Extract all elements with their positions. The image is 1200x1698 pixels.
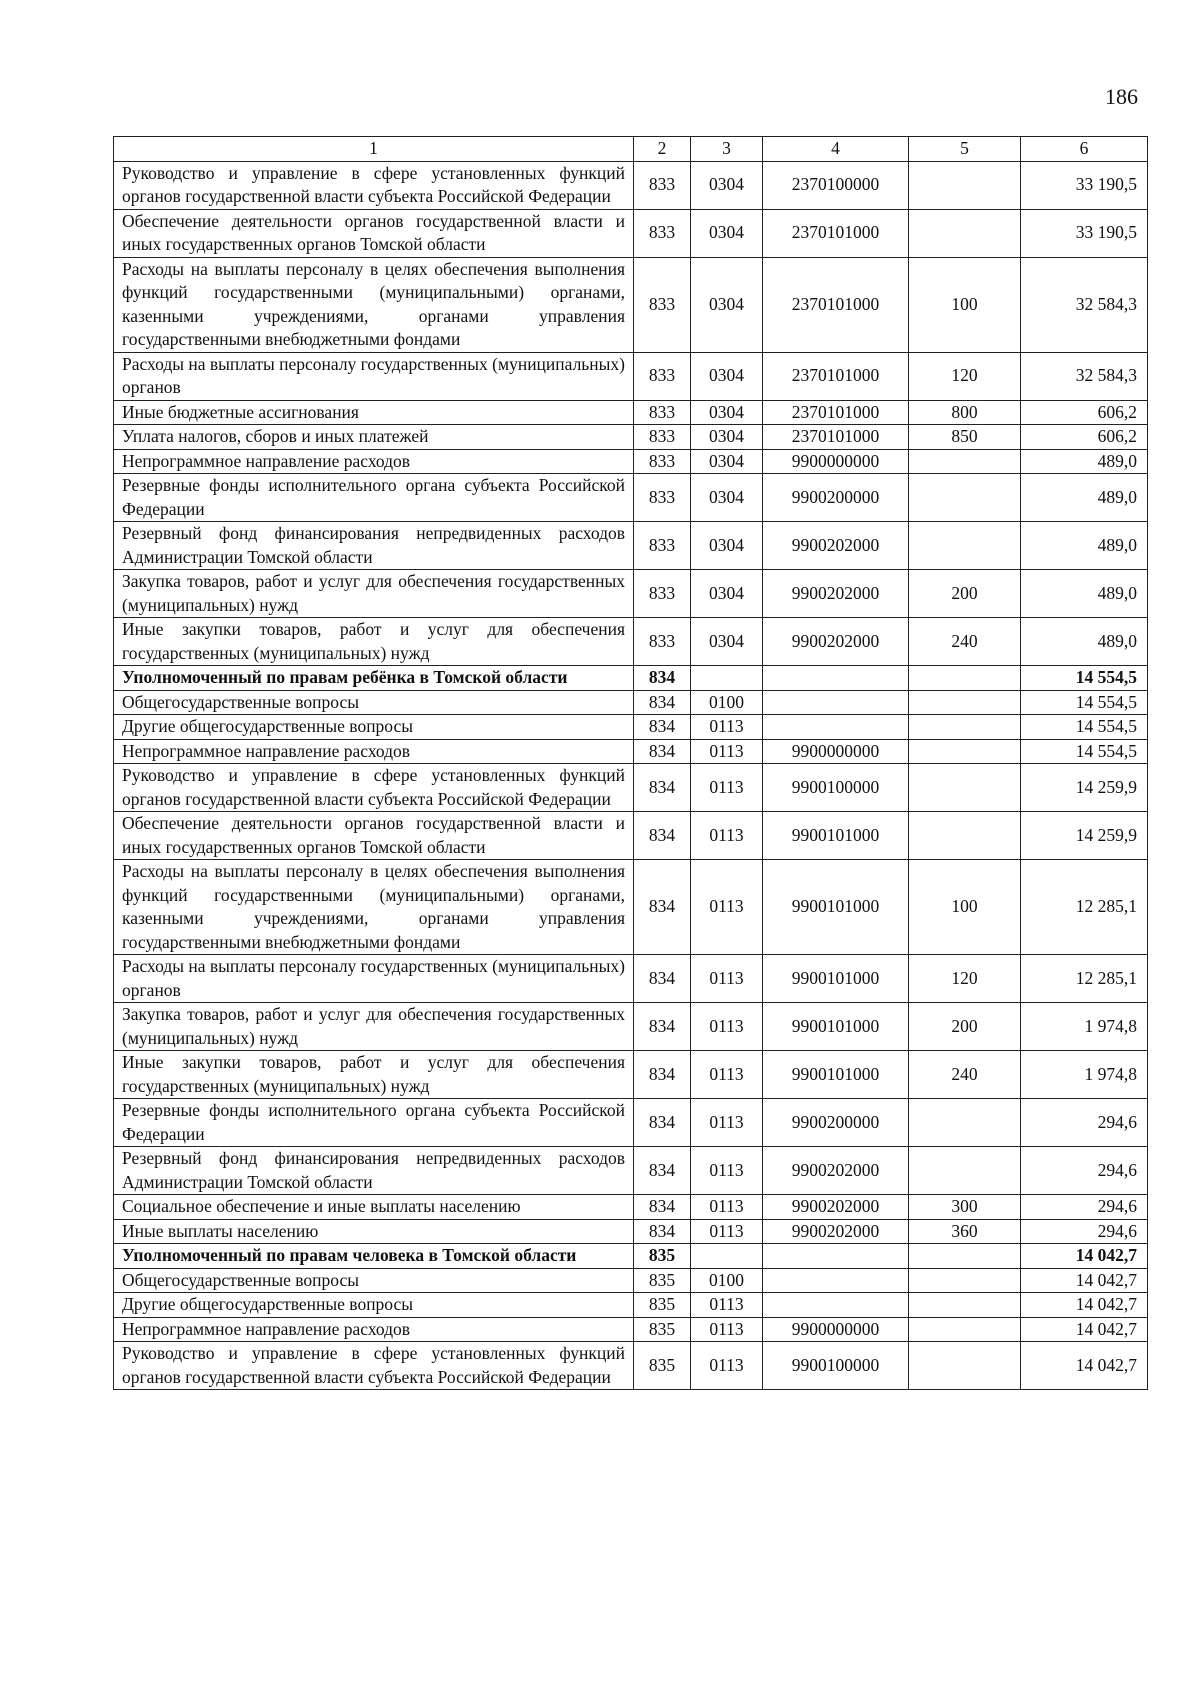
table-row — [114, 690, 1148, 715]
target-article-code-cell — [763, 690, 909, 715]
section-code-cell — [691, 1244, 763, 1269]
column-number: 4 — [763, 137, 909, 162]
target-article-code-cell: 9900200000 — [763, 474, 909, 522]
expense-type-code-cell — [909, 739, 1021, 764]
table-row — [114, 1147, 1148, 1195]
ministry-code-cell: 833 — [634, 474, 691, 522]
expense-name-cell: Резервные фонды исполнительного органа субъекта Российской Федерации — [114, 1099, 634, 1147]
section-code-cell: 0304 — [691, 209, 763, 257]
section-code-cell: 0113 — [691, 739, 763, 764]
expense-type-code-cell — [909, 1317, 1021, 1342]
section-code-cell: 0113 — [691, 715, 763, 740]
amount-cell: 294,6 — [1021, 1195, 1148, 1220]
expense-name-cell: Расходы на выплаты персоналу в целях обеспечения выполнения функций государственными (муниципальными) органами, казенными учреждениями, органами управления государственными внебюджетными фондами — [114, 257, 634, 352]
column-number-row — [114, 137, 1148, 162]
ministry-code-cell: 835 — [634, 1268, 691, 1293]
ministry-code-cell: 833 — [634, 352, 691, 400]
expense-name-cell: Резервные фонды исполнительного органа субъекта Российской Федерации — [114, 474, 634, 522]
expense-name-cell: Резервный фонд финансирования непредвиденных расходов Администрации Томской области — [114, 1147, 634, 1195]
expense-type-code-cell — [909, 1268, 1021, 1293]
section-code-cell: 0304 — [691, 449, 763, 474]
expense-type-code-cell — [909, 666, 1021, 691]
ministry-code-cell: 834 — [634, 1099, 691, 1147]
section-code-cell: 0113 — [691, 812, 763, 860]
ministry-code-cell: 835 — [634, 1342, 691, 1390]
expense-type-code-cell: 100 — [909, 257, 1021, 352]
expense-type-code-cell — [909, 1099, 1021, 1147]
table-row — [114, 715, 1148, 740]
expense-name-cell: Уполномоченный по правам человека в Томской области — [114, 1244, 634, 1269]
target-article-code-cell — [763, 1268, 909, 1293]
target-article-code-cell: 9900000000 — [763, 449, 909, 474]
table-row — [114, 449, 1148, 474]
expense-type-code-cell — [909, 161, 1021, 209]
section-code-cell: 0304 — [691, 352, 763, 400]
expense-name-cell: Уполномоченный по правам ребёнка в Томской области — [114, 666, 634, 691]
table-row — [114, 764, 1148, 812]
ministry-code-cell: 833 — [634, 400, 691, 425]
expense-type-code-cell: 240 — [909, 618, 1021, 666]
target-article-code-cell — [763, 1244, 909, 1269]
ministry-code-cell: 834 — [634, 739, 691, 764]
amount-cell: 294,6 — [1021, 1099, 1148, 1147]
expense-name-cell: Уплата налогов, сборов и иных платежей — [114, 425, 634, 450]
table-row — [114, 1317, 1148, 1342]
column-number: 5 — [909, 137, 1021, 162]
amount-cell: 14 042,7 — [1021, 1317, 1148, 1342]
table-row — [114, 1293, 1148, 1318]
amount-cell: 14 554,5 — [1021, 715, 1148, 740]
page-number: 186 — [1105, 84, 1138, 109]
expense-name-cell: Общегосударственные вопросы — [114, 1268, 634, 1293]
amount-cell: 294,6 — [1021, 1147, 1148, 1195]
expense-type-code-cell — [909, 812, 1021, 860]
amount-cell: 606,2 — [1021, 425, 1148, 450]
column-number: 3 — [691, 137, 763, 162]
table-row — [114, 1195, 1148, 1220]
amount-cell: 14 554,5 — [1021, 666, 1148, 691]
amount-cell: 489,0 — [1021, 449, 1148, 474]
target-article-code-cell: 9900000000 — [763, 739, 909, 764]
expense-name-cell: Другие общегосударственные вопросы — [114, 715, 634, 740]
ministry-code-cell: 833 — [634, 425, 691, 450]
amount-cell: 14 554,5 — [1021, 739, 1148, 764]
section-code-cell: 0113 — [691, 860, 763, 955]
expense-name-cell: Расходы на выплаты персоналу государственных (муниципальных) органов — [114, 352, 634, 400]
section-code-cell: 0304 — [691, 425, 763, 450]
expense-name-cell: Руководство и управление в сфере установленных функций органов государственной власти субъекта Российской Федерации — [114, 764, 634, 812]
column-number: 6 — [1021, 137, 1148, 162]
expense-type-code-cell — [909, 209, 1021, 257]
expense-type-code-cell — [909, 1293, 1021, 1318]
target-article-code-cell: 9900202000 — [763, 1219, 909, 1244]
target-article-code-cell: 2370101000 — [763, 257, 909, 352]
expense-type-code-cell — [909, 474, 1021, 522]
ministry-code-cell: 833 — [634, 570, 691, 618]
amount-cell: 32 584,3 — [1021, 257, 1148, 352]
amount-cell: 32 584,3 — [1021, 352, 1148, 400]
table-row — [114, 812, 1148, 860]
amount-cell: 14 042,7 — [1021, 1342, 1148, 1390]
expense-name-cell: Расходы на выплаты персоналу в целях обеспечения выполнения функций государственными (муниципальными) органами, казенными учреждениями, органами управления государственными внебюджетными фондами — [114, 860, 634, 955]
ministry-code-cell: 834 — [634, 1051, 691, 1099]
table-row — [114, 739, 1148, 764]
ministry-code-cell: 834 — [634, 666, 691, 691]
expense-name-cell: Закупка товаров, работ и услуг для обеспечения государственных (муниципальных) нужд — [114, 1003, 634, 1051]
expense-type-code-cell: 200 — [909, 570, 1021, 618]
section-code-cell — [691, 666, 763, 691]
table-row — [114, 400, 1148, 425]
section-code-cell: 0100 — [691, 690, 763, 715]
ministry-code-cell: 833 — [634, 257, 691, 352]
table-row — [114, 1219, 1148, 1244]
expense-type-code-cell: 200 — [909, 1003, 1021, 1051]
target-article-code-cell: 9900200000 — [763, 1099, 909, 1147]
target-article-code-cell: 9900202000 — [763, 570, 909, 618]
section-code-cell: 0113 — [691, 1195, 763, 1220]
column-number: 2 — [634, 137, 691, 162]
amount-cell: 14 259,9 — [1021, 764, 1148, 812]
section-code-cell: 0100 — [691, 1268, 763, 1293]
section-code-cell: 0113 — [691, 1293, 763, 1318]
ministry-code-cell: 835 — [634, 1244, 691, 1269]
ministry-code-cell: 833 — [634, 618, 691, 666]
expense-type-code-cell — [909, 715, 1021, 740]
target-article-code-cell — [763, 715, 909, 740]
ministry-code-cell: 834 — [634, 1219, 691, 1244]
amount-cell: 1 974,8 — [1021, 1003, 1148, 1051]
expense-type-code-cell: 850 — [909, 425, 1021, 450]
table-row — [114, 257, 1148, 352]
ministry-code-cell: 833 — [634, 209, 691, 257]
ministry-code-cell: 835 — [634, 1317, 691, 1342]
section-code-cell: 0304 — [691, 522, 763, 570]
ministry-code-cell: 833 — [634, 449, 691, 474]
section-code-cell: 0113 — [691, 955, 763, 1003]
table-row — [114, 955, 1148, 1003]
section-total-row — [114, 1244, 1148, 1269]
table-row — [114, 522, 1148, 570]
table-row — [114, 618, 1148, 666]
target-article-code-cell: 2370101000 — [763, 400, 909, 425]
table-row — [114, 161, 1148, 209]
amount-cell: 489,0 — [1021, 522, 1148, 570]
ministry-code-cell: 834 — [634, 1147, 691, 1195]
ministry-code-cell: 834 — [634, 1003, 691, 1051]
budget-table — [113, 136, 1148, 1390]
target-article-code-cell: 9900202000 — [763, 618, 909, 666]
section-code-cell: 0304 — [691, 618, 763, 666]
expense-type-code-cell — [909, 690, 1021, 715]
column-number: 1 — [114, 137, 634, 162]
amount-cell: 14 042,7 — [1021, 1268, 1148, 1293]
amount-cell: 33 190,5 — [1021, 209, 1148, 257]
table-row — [114, 1342, 1148, 1390]
expense-type-code-cell: 800 — [909, 400, 1021, 425]
ministry-code-cell: 835 — [634, 1293, 691, 1318]
target-article-code-cell: 9900101000 — [763, 860, 909, 955]
amount-cell: 606,2 — [1021, 400, 1148, 425]
expense-type-code-cell — [909, 1147, 1021, 1195]
amount-cell: 14 042,7 — [1021, 1293, 1148, 1318]
section-code-cell: 0113 — [691, 764, 763, 812]
section-code-cell: 0113 — [691, 1317, 763, 1342]
ministry-code-cell: 834 — [634, 764, 691, 812]
target-article-code-cell: 2370100000 — [763, 161, 909, 209]
expense-name-cell: Расходы на выплаты персоналу государственных (муниципальных) органов — [114, 955, 634, 1003]
table-row — [114, 570, 1148, 618]
section-code-cell: 0113 — [691, 1342, 763, 1390]
expense-name-cell: Социальное обеспечение и иные выплаты населению — [114, 1195, 634, 1220]
section-code-cell: 0304 — [691, 257, 763, 352]
table-row — [114, 474, 1148, 522]
target-article-code-cell — [763, 1293, 909, 1318]
expense-name-cell: Иные выплаты населению — [114, 1219, 634, 1244]
target-article-code-cell: 9900202000 — [763, 522, 909, 570]
target-article-code-cell: 9900101000 — [763, 812, 909, 860]
target-article-code-cell: 9900100000 — [763, 1342, 909, 1390]
expense-name-cell: Непрограммное направление расходов — [114, 1317, 634, 1342]
section-code-cell: 0113 — [691, 1147, 763, 1195]
table-row — [114, 1099, 1148, 1147]
section-code-cell: 0113 — [691, 1051, 763, 1099]
expense-type-code-cell: 360 — [909, 1219, 1021, 1244]
expense-name-cell: Руководство и управление в сфере установленных функций органов государственной власти субъекта Российской Федерации — [114, 161, 634, 209]
table-row — [114, 352, 1148, 400]
amount-cell: 1 974,8 — [1021, 1051, 1148, 1099]
section-code-cell: 0304 — [691, 570, 763, 618]
target-article-code-cell: 2370101000 — [763, 209, 909, 257]
target-article-code-cell: 2370101000 — [763, 352, 909, 400]
table-row — [114, 1268, 1148, 1293]
ministry-code-cell: 834 — [634, 955, 691, 1003]
amount-cell: 33 190,5 — [1021, 161, 1148, 209]
table-row — [114, 1051, 1148, 1099]
ministry-code-cell: 833 — [634, 161, 691, 209]
expense-name-cell: Другие общегосударственные вопросы — [114, 1293, 634, 1318]
ministry-code-cell: 834 — [634, 1195, 691, 1220]
amount-cell: 12 285,1 — [1021, 860, 1148, 955]
ministry-code-cell: 834 — [634, 690, 691, 715]
table-row — [114, 425, 1148, 450]
ministry-code-cell: 834 — [634, 812, 691, 860]
amount-cell: 489,0 — [1021, 618, 1148, 666]
section-total-row — [114, 666, 1148, 691]
expense-type-code-cell — [909, 449, 1021, 474]
target-article-code-cell: 9900101000 — [763, 1003, 909, 1051]
target-article-code-cell: 9900202000 — [763, 1195, 909, 1220]
expense-name-cell: Иные закупки товаров, работ и услуг для обеспечения государственных (муниципальных) нужд — [114, 618, 634, 666]
expense-name-cell: Иные закупки товаров, работ и услуг для обеспечения государственных (муниципальных) нужд — [114, 1051, 634, 1099]
amount-cell: 14 259,9 — [1021, 812, 1148, 860]
expense-type-code-cell: 240 — [909, 1051, 1021, 1099]
expense-name-cell: Закупка товаров, работ и услуг для обеспечения государственных (муниципальных) нужд — [114, 570, 634, 618]
section-code-cell: 0113 — [691, 1219, 763, 1244]
expense-name-cell: Резервный фонд финансирования непредвиденных расходов Администрации Томской области — [114, 522, 634, 570]
target-article-code-cell: 9900202000 — [763, 1147, 909, 1195]
table-row — [114, 860, 1148, 955]
amount-cell: 489,0 — [1021, 474, 1148, 522]
expense-type-code-cell — [909, 1244, 1021, 1269]
expense-type-code-cell — [909, 1342, 1021, 1390]
expense-name-cell: Обеспечение деятельности органов государственной власти и иных государственных органов Томской области — [114, 209, 634, 257]
section-code-cell: 0113 — [691, 1003, 763, 1051]
amount-cell: 489,0 — [1021, 570, 1148, 618]
expense-name-cell: Иные бюджетные ассигнования — [114, 400, 634, 425]
expense-type-code-cell: 120 — [909, 955, 1021, 1003]
expense-name-cell: Непрограммное направление расходов — [114, 739, 634, 764]
table-row — [114, 1003, 1148, 1051]
section-code-cell: 0304 — [691, 400, 763, 425]
expense-type-code-cell: 120 — [909, 352, 1021, 400]
ministry-code-cell: 834 — [634, 715, 691, 740]
expense-name-cell: Общегосударственные вопросы — [114, 690, 634, 715]
expense-name-cell: Руководство и управление в сфере установленных функций органов государственной власти субъекта Российской Федерации — [114, 1342, 634, 1390]
target-article-code-cell: 2370101000 — [763, 425, 909, 450]
ministry-code-cell: 834 — [634, 860, 691, 955]
expense-name-cell: Непрограммное направление расходов — [114, 449, 634, 474]
amount-cell: 14 042,7 — [1021, 1244, 1148, 1269]
expense-type-code-cell: 100 — [909, 860, 1021, 955]
section-code-cell: 0113 — [691, 1099, 763, 1147]
table-row — [114, 209, 1148, 257]
target-article-code-cell — [763, 666, 909, 691]
target-article-code-cell: 9900101000 — [763, 1051, 909, 1099]
ministry-code-cell: 833 — [634, 522, 691, 570]
amount-cell: 14 554,5 — [1021, 690, 1148, 715]
target-article-code-cell: 9900000000 — [763, 1317, 909, 1342]
expense-type-code-cell: 300 — [909, 1195, 1021, 1220]
expense-type-code-cell — [909, 522, 1021, 570]
section-code-cell: 0304 — [691, 474, 763, 522]
amount-cell: 294,6 — [1021, 1219, 1148, 1244]
target-article-code-cell: 9900100000 — [763, 764, 909, 812]
amount-cell: 12 285,1 — [1021, 955, 1148, 1003]
expense-type-code-cell — [909, 764, 1021, 812]
section-code-cell: 0304 — [691, 161, 763, 209]
target-article-code-cell: 9900101000 — [763, 955, 909, 1003]
expense-name-cell: Обеспечение деятельности органов государственной власти и иных государственных органов Томской области — [114, 812, 634, 860]
